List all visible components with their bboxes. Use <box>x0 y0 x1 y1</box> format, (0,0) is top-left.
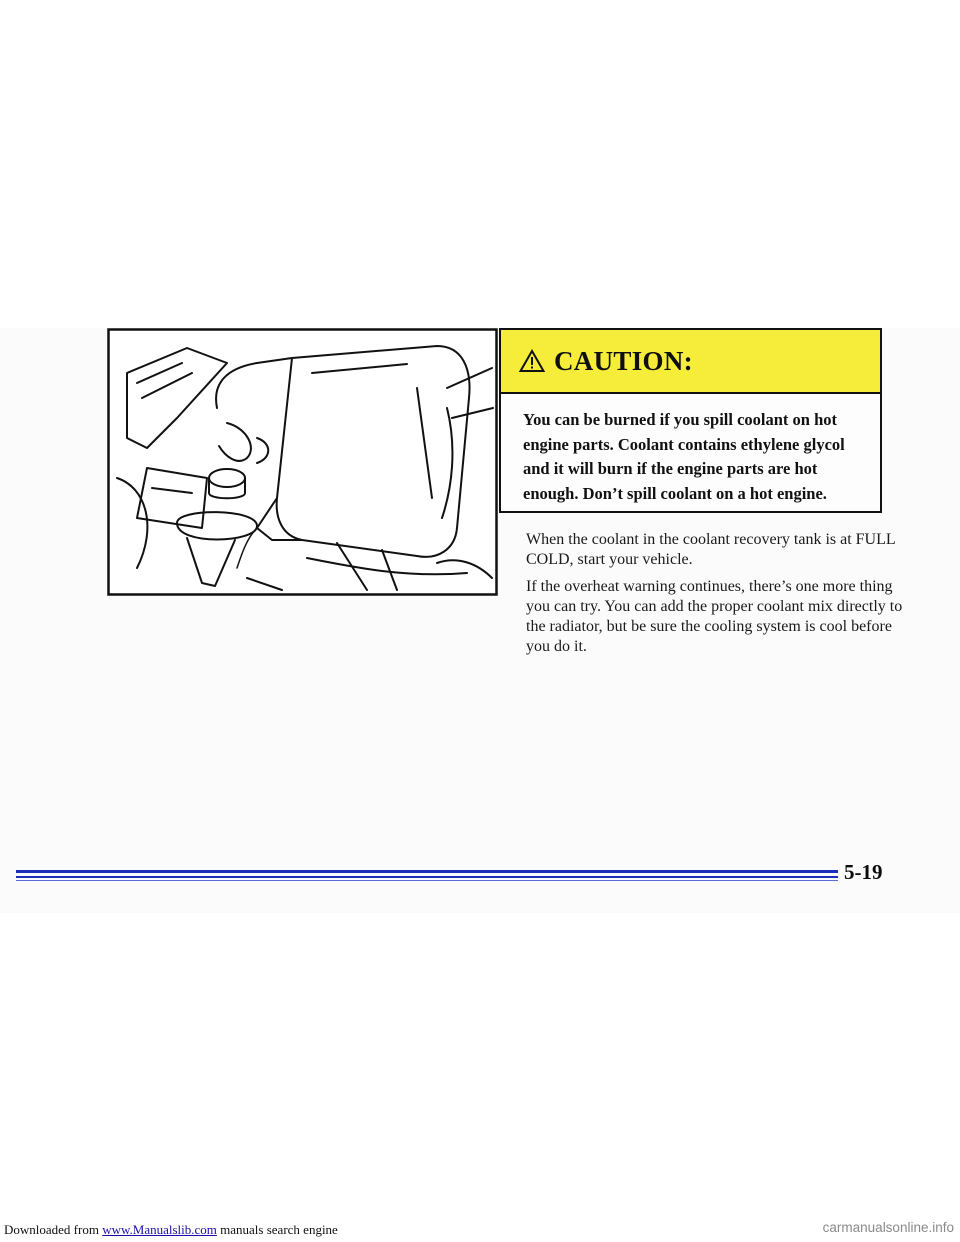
caution-header <box>501 330 880 394</box>
rule-line <box>16 876 838 878</box>
caution-title: CAUTION: <box>554 345 693 376</box>
caution-line: and it will burn if the engine parts are hot <box>523 459 818 478</box>
caution-line: engine parts. Coolant contains ethylene glycol <box>523 434 845 454</box>
footer-suffix: manuals search engine <box>216 1222 338 1237</box>
manualslib-link[interactable]: www.Manualslib.com <box>102 1222 217 1237</box>
watermark: carmanualsonline.info <box>822 1220 954 1235</box>
coolant-pouring-illustration <box>107 328 498 596</box>
rule-line <box>16 880 838 881</box>
body-paragraph: If the overheat warning continues, there’s one more thing you can try. You can add the proper coolant mix directly to the radiator, but be sure the cooling system is cool before you do it. <box>526 578 903 655</box>
caution-text <box>501 394 880 506</box>
body-paragraph: When the coolant in the coolant recovery tank is at FULL COLD, start your vehicle. <box>526 531 896 568</box>
download-footer <box>4 1222 338 1238</box>
warning-triangle-icon <box>519 349 545 373</box>
page-number: 5-19 <box>844 860 883 884</box>
footer-rule <box>16 870 838 882</box>
footer-prefix: Downloaded from <box>4 1222 103 1237</box>
rule-line <box>16 870 838 873</box>
caution-box <box>499 328 882 513</box>
caution-line: You can be burned if you spill coolant on hot <box>523 410 838 429</box>
caution-line: enough. Don’t spill coolant on a hot engine. <box>523 483 827 503</box>
